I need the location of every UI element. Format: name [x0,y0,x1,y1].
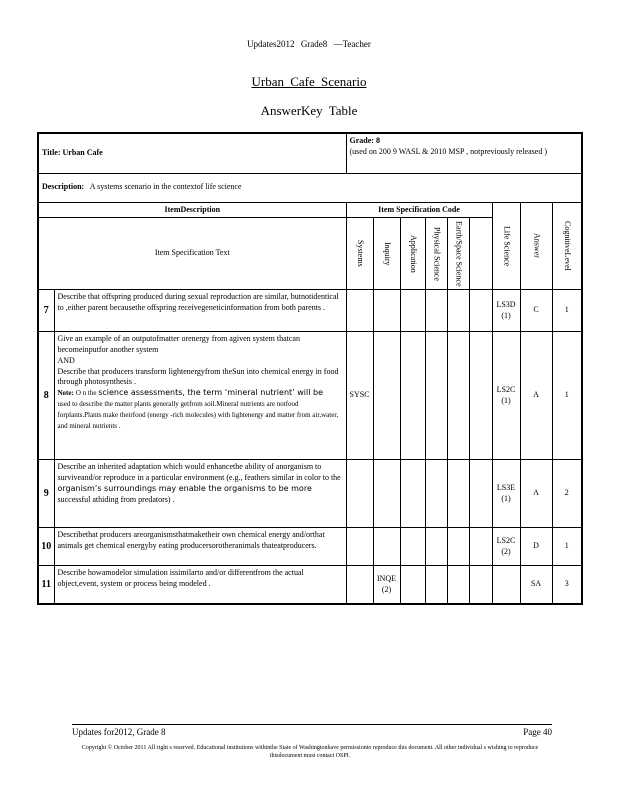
header-right: —Teacher [333,39,371,49]
systems-value [346,460,373,528]
life-value [492,566,520,604]
physical-science-header: Physical Science [425,218,447,290]
answer-header: Answer [520,202,552,290]
table-row [38,290,582,332]
earth-space-header: Earth/Space Science [447,218,469,290]
inquiry-value [373,528,400,566]
earth-value [447,528,469,566]
answer-value: C [520,290,552,332]
earth-value [447,566,469,604]
application-header: Application [400,218,425,290]
page-subtitle: AnswerKey Table [260,103,358,118]
title-row [38,133,582,173]
answer-value: A [520,460,552,528]
copyright-notice: Copyright © October 2011 All right s reserved. Educational institutions withinthe State of Washingtonhave permissionto reproduce this document. All other individual s wishing to reproduce thisdocument must contact OSPI. [81,745,539,760]
inquiry-value [373,460,400,528]
earth-value [447,332,469,460]
inquiry-value: INQE (2) [373,566,400,604]
item-text: Describe howamodelor simulation issimilarto and/or differentfrom the actual object,event, system or process being modeled . [54,566,346,604]
item-text: Describe that offspring produced during sexual reproduction are similar, butnotidentical to ,either parent becausethe offspring receivegeneticinformation from both parents . [54,290,346,332]
physical-value [425,566,447,604]
item-spec-text-header: Item Specification Text [38,218,346,290]
item-number: 9 [38,460,54,528]
life-value: LS2C (1) [492,332,520,460]
systems-value [346,290,373,332]
item-number: 8 [38,332,54,460]
table-row [38,566,582,604]
item-text: Give an example of an outputofmatter orenergy from agiven system thatcan becomeinputfor another system AND Describe that producers transform lightenergyfrom theSun into chemical energy in food through photosynthesis . Note: O n the science assessments, the term ‘mineral nutrient’ will be used to describe the matter plants generally getfrom soil.Mineral nutrients are notfood forplants.Plants make theirfood (energy -rich molecules) with lightenergy and matter from air,water, and mineral nutrients . [54,332,346,460]
earth-value [447,460,469,528]
blank-value [469,460,492,528]
level-value: 1 [552,332,582,460]
footer-left: Updates for2012, Grade 8 [72,727,166,737]
inquiry-value [373,332,400,460]
inquiry-value [373,290,400,332]
blank-value [469,290,492,332]
blank-value [469,566,492,604]
level-value: 3 [552,566,582,604]
page-footer [72,724,552,737]
blank-value [469,332,492,460]
physical-value [425,332,447,460]
physical-value [425,528,447,566]
level-value: 1 [552,528,582,566]
systems-value: SYSC [346,332,373,460]
application-value [400,460,425,528]
table-row [38,528,582,566]
answer-value: A [520,332,552,460]
application-value [400,290,425,332]
table-row [38,332,582,460]
column-header-row-1 [38,202,582,218]
item-number: 7 [38,290,54,332]
grade-value: 8 [375,136,380,145]
grade-label: Grade: [349,136,374,145]
grade-cell [346,133,582,173]
application-value [400,332,425,460]
blank-value [469,528,492,566]
cognitive-level-header: CognitiveLevel [552,202,582,290]
physical-value [425,460,447,528]
running-header [0,39,618,49]
item-number: 11 [38,566,54,604]
header-left: Updates2012 [247,39,295,49]
physical-value [425,290,447,332]
systems-value [346,528,373,566]
life-value: LS3D (1) [492,290,520,332]
item-description-header: ItemDescription [38,202,346,218]
page-number: Page 40 [523,727,552,737]
description-label: Description: [42,182,85,192]
description-cell [38,173,582,202]
life-value: LS3E (1) [492,460,520,528]
description-value: A systems scenario in the contextof life science [89,182,242,192]
answer-value: D [520,528,552,566]
systems-value [346,566,373,604]
item-text: Describethat producers areorganismsthatmaketheir own chemical energy and/orthat animals get chemical energyby eating producersorotheranimals thateatproducers. [54,528,346,566]
application-value [400,528,425,566]
level-value: 2 [552,460,582,528]
grade-note: (used on 200 9 WASL & 2010 MSP , notpreviously released ) [349,146,547,156]
page-title: Urban Cafe Scenario [251,74,367,89]
blank-header [469,218,492,290]
item-spec-code-header: Item Specification Code [346,202,492,218]
item-number: 10 [38,528,54,566]
description-row [38,173,582,202]
title-label: Title: [42,147,61,157]
systems-header: Systems [346,218,373,290]
header-mid: Grade8 [300,39,328,49]
title-value: Urban Cafe [62,147,103,157]
item-text: Describe an inherited adaptation which would enhancethe ability of anorganism to surviveand/or reproduce in a particular environment (e.g., feathers similar in color to the organism’s surroundings may enable the organisms to be more successful athiding from predators) . [54,460,346,528]
table-row [38,460,582,528]
title-cell [38,133,346,173]
application-value [400,566,425,604]
life-value: LS2C (2) [492,528,520,566]
answer-key-table [37,132,583,605]
level-value: 1 [552,290,582,332]
life-science-header: Life Science [492,202,520,290]
inquiry-header: Inquiry [373,218,400,290]
answer-value: SA [520,566,552,604]
earth-value [447,290,469,332]
